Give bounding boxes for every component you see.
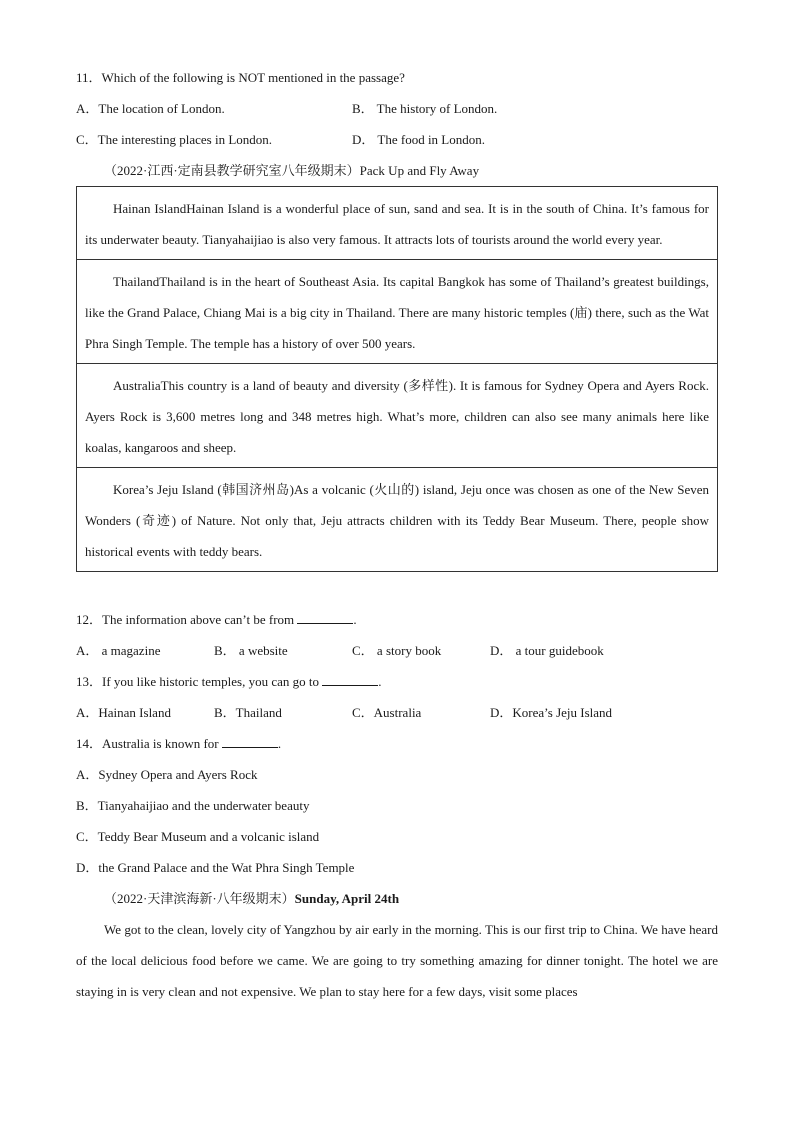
option-a: A． a magazine bbox=[76, 643, 161, 658]
spacer bbox=[76, 572, 718, 604]
option-c: C．Teddy Bear Museum and a volcanic island bbox=[76, 829, 320, 844]
option-c: C．Australia bbox=[352, 705, 422, 720]
option-d: D．Korea’s Jeju Island bbox=[490, 705, 613, 720]
question-12-stem: 12．The information above can’t be from . bbox=[76, 604, 718, 635]
answer-blank bbox=[297, 609, 353, 624]
option-a: A．The location of London. bbox=[76, 101, 225, 116]
question-12-options bbox=[76, 635, 718, 666]
section-source-1: （2022·江西·定南县教学研究室八年级期末）Pack Up and Fly Away bbox=[104, 163, 480, 178]
answer-blank bbox=[222, 733, 278, 748]
question-11-options-row-1 bbox=[76, 93, 718, 124]
passage-jeju: Korea’s Jeju Island (韩国济州岛)As a volcanic (火山的) island, Jeju once was chosen as one of the New Seven Wonders (奇迹) of Nature. Not only that, Jeju attracts children with its Teddy Bear Museum. There, people show historical events with teddy bears. bbox=[77, 468, 718, 572]
diary-title: Sunday, April 24th bbox=[294, 891, 400, 906]
question-13-stem: 13．If you like historic temples, you can go to . bbox=[76, 666, 718, 697]
option-c: C．The interesting places in London. bbox=[76, 132, 273, 147]
option-d: D．the Grand Palace and the Wat Phra Singh Temple bbox=[76, 860, 355, 875]
passage-hainan: Hainan IslandHainan Island is a wonderful place of sun, sand and sea. It is in the south of China. It’s famous for its underwater beauty. Tianyahaijiao is also very famous. It attracts lots of tourists around the world every year. bbox=[77, 187, 718, 260]
option-b: B．Thailand bbox=[214, 705, 282, 720]
question-11-options-row-2 bbox=[76, 124, 718, 155]
option-c: C． a story book bbox=[352, 643, 442, 658]
answer-blank bbox=[322, 671, 378, 686]
question-13-options bbox=[76, 697, 718, 728]
section-source-2: （2022·天津滨海新·八年级期末）Sunday, April 24th bbox=[104, 891, 400, 906]
option-b: B． The history of London. bbox=[352, 101, 498, 116]
document-page bbox=[76, 62, 718, 1007]
diary-paragraph: We got to the clean, lovely city of Yangzhou by air early in the morning. This is our first trip to China. We have heard of the local delicious food before we came. We are going to try something amazing for dinner tonight. The hotel we are staying in is very clean and not expensive. We plan to stay here for a few days, visit some places bbox=[76, 922, 718, 999]
question-14-stem: 14．Australia is known for . bbox=[76, 728, 718, 759]
option-d: D． The food in London. bbox=[352, 132, 485, 147]
option-b: B． a website bbox=[214, 643, 288, 658]
option-d: D． a tour guidebook bbox=[490, 643, 604, 658]
option-a: A．Hainan Island bbox=[76, 705, 171, 720]
passage-australia: AustraliaThis country is a land of beauty and diversity (多样性). It is famous for Sydney Opera and Ayers Rock. Ayers Rock is 3,600 metres long and 348 metres high. What’s more, children can also see many animals here like koalas, kangaroos and sheep. bbox=[77, 364, 718, 468]
passage-thailand: ThailandThailand is in the heart of Southeast Asia. Its capital Bangkok has some of Thailand’s greatest buildings, like the Grand Palace, Chiang Mai is a big city in Thailand. There are many historic temples (庙) there, such as the Wat Phra Singh Temple. The temple has a history of over 500 years. bbox=[77, 260, 718, 364]
passages-table bbox=[76, 186, 718, 572]
option-a: A．Sydney Opera and Ayers Rock bbox=[76, 767, 258, 782]
option-b: B．Tianyahaijiao and the underwater beauty bbox=[76, 798, 310, 813]
question-11-stem: 11．Which of the following is NOT mentioned in the passage? bbox=[76, 70, 405, 85]
